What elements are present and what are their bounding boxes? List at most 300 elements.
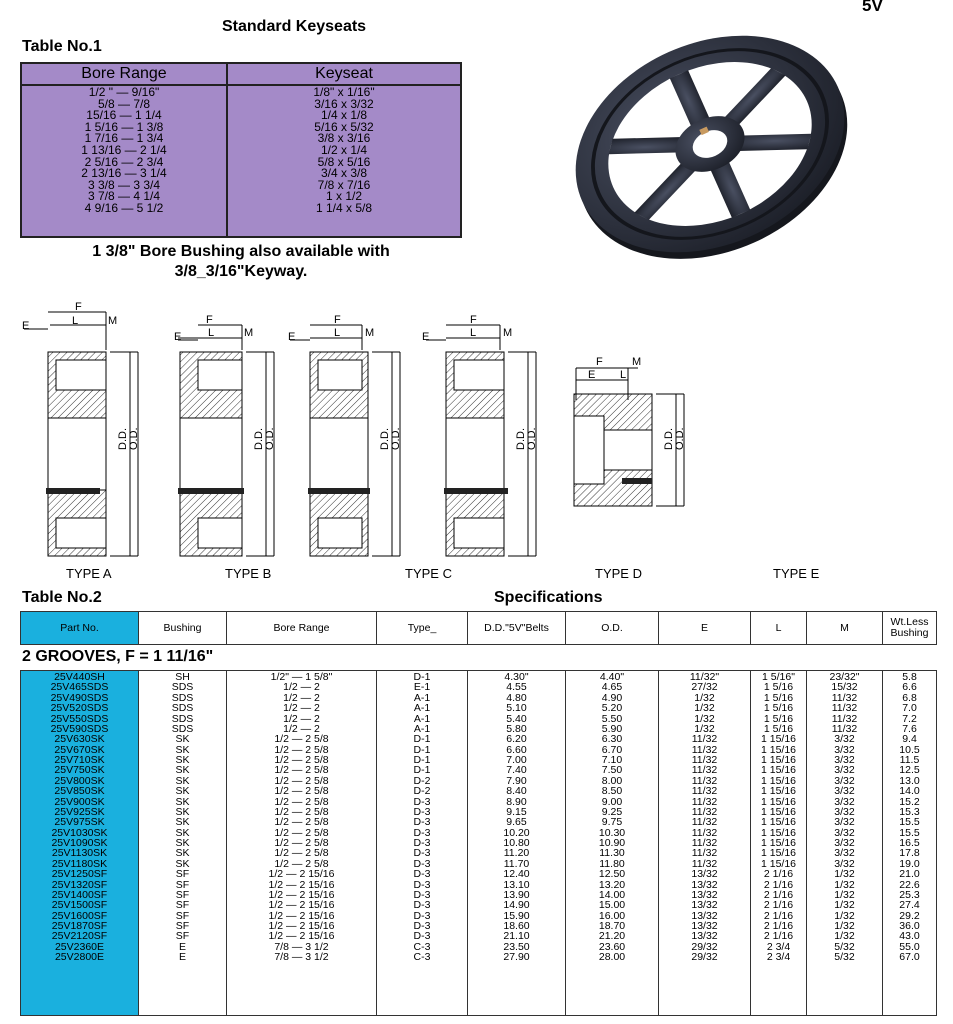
table-cell: 4.65 xyxy=(601,681,623,694)
table-cell: 1/2 — 2 5/8 xyxy=(274,795,329,808)
table-cell: SK xyxy=(175,857,190,870)
table-cell: SF xyxy=(175,868,190,881)
table-cell: 11/32 xyxy=(691,816,718,829)
e-column xyxy=(659,671,751,1015)
table-cell: 3/32 xyxy=(834,837,855,849)
table-cell: SDS xyxy=(171,712,194,725)
header-type: Type_ xyxy=(377,612,468,644)
type-e-drawing xyxy=(574,356,686,506)
part-no-column xyxy=(21,671,139,1015)
table-cell: SK xyxy=(175,795,190,808)
table-cell: 1/2 — 2 15/16 xyxy=(268,868,335,881)
table-cell: 11.20 xyxy=(503,847,530,860)
dim-f-label: F xyxy=(334,314,341,326)
table-cell: 1/32 xyxy=(834,930,855,943)
type-a-drawing xyxy=(22,301,140,556)
table-cell: 1/2 — 2 5/8 xyxy=(274,816,329,829)
table-cell: SK xyxy=(175,837,190,849)
table-cell: 8.40 xyxy=(506,785,527,798)
table-cell: 13/32 xyxy=(691,888,718,901)
table-cell: 13/32 xyxy=(691,899,718,912)
table-cell: 8.00 xyxy=(601,774,623,787)
table-cell: SK xyxy=(175,774,190,787)
table-cell: 9.75 xyxy=(601,816,623,829)
table-cell: 25V2360E xyxy=(54,940,105,953)
table-cell: 11/32 xyxy=(691,785,718,798)
table-cell: D-3 xyxy=(413,868,431,881)
table-cell: 4.90 xyxy=(601,691,623,704)
bushing-note-line1: 1 3/8" Bore Bushing also available with xyxy=(92,243,390,260)
table-cell: 13/32 xyxy=(691,920,718,932)
table-cell: 1/2 — 2 5/8 xyxy=(274,743,329,756)
table-cell: 1 15/16 xyxy=(760,785,797,798)
table-cell: 29.2 xyxy=(899,909,920,922)
table-cell: 3/4 x 3/8 xyxy=(320,166,368,181)
table-cell: 1 15/16 xyxy=(760,857,797,870)
table-cell: 9.00 xyxy=(601,795,623,808)
table-cell: 6.60 xyxy=(506,743,527,756)
table-cell: 2 1/16 xyxy=(763,878,794,891)
table-cell: 1/2 — 2 5/8 xyxy=(274,805,329,818)
table-cell: D-2 xyxy=(413,785,431,798)
table-cell: 1/2 — 2 15/16 xyxy=(268,878,335,891)
table-cell: 1 5/16 xyxy=(763,691,794,704)
dim-l-label: L xyxy=(208,327,215,339)
table-cell: 21.0 xyxy=(899,868,920,881)
table-cell: 2 1/16 xyxy=(763,899,794,912)
table-cell: 1/32 xyxy=(694,722,715,735)
dim-od-label: O.D. xyxy=(128,427,140,450)
table-cell: 2 3/4 xyxy=(766,951,791,964)
m-column xyxy=(807,671,883,1015)
table-cell: 3 3/8 — 3 3/4 xyxy=(87,177,161,192)
table-cell: 11/32 xyxy=(691,743,718,756)
table-cell: 21.10 xyxy=(503,930,530,943)
table-cell: 7.2 xyxy=(902,712,917,725)
table-cell: 7.6 xyxy=(902,722,917,735)
table-cell: 9.65 xyxy=(506,816,527,829)
table-cell: 15.5 xyxy=(899,826,920,839)
table-cell: 1/4 x 1/8 xyxy=(320,108,368,123)
table-cell: 15.00 xyxy=(598,899,626,912)
table-cell: 11/32 xyxy=(691,764,718,777)
table-cell: 12.5 xyxy=(899,764,920,777)
table-cell: 3 7/8 — 4 1/4 xyxy=(87,189,161,204)
table-cell: SH xyxy=(175,671,190,683)
table-cell: 11.70 xyxy=(503,857,530,870)
dim-l-label: L xyxy=(620,369,627,381)
table-cell: 11/32 xyxy=(691,754,718,766)
table-cell: 11/32 xyxy=(831,702,858,715)
type-b-label: TYPE B xyxy=(225,566,272,581)
table-cell: 5/32 xyxy=(834,940,855,953)
table-cell: 7/8 x 7/16 xyxy=(317,177,371,192)
header-bore-range: Bore Range xyxy=(227,612,377,644)
table-cell: 1/2 — 2 xyxy=(283,722,320,735)
table-cell: 3/32 xyxy=(834,764,855,777)
header-m: M xyxy=(807,612,883,644)
table-cell: 1 15/16 xyxy=(760,764,797,777)
table-cell: 5.50 xyxy=(601,712,623,725)
dim-e-label: E xyxy=(174,331,182,343)
table-cell: 25V1600SF xyxy=(51,909,108,922)
table-cell: A-1 xyxy=(413,691,431,704)
table-cell: 5.20 xyxy=(601,702,623,715)
table-cell: 9.25 xyxy=(601,805,623,818)
table-cell: 1/2 — 2 5/8 xyxy=(274,847,329,860)
dim-e-label: E xyxy=(422,331,430,343)
table-cell: SK xyxy=(175,764,190,777)
table-cell: 16.5 xyxy=(899,837,920,849)
table-cell: 4.30" xyxy=(504,671,529,683)
table-cell: 3/32 xyxy=(834,826,855,839)
table-cell: D-3 xyxy=(413,816,431,829)
table-cell: 5.40 xyxy=(506,712,527,725)
table-cell: 8.90 xyxy=(506,795,527,808)
dim-od-label: O.D. xyxy=(264,427,276,450)
table-cell: 25V710SK xyxy=(54,754,105,766)
table-cell: 11.80 xyxy=(599,857,625,870)
table-cell: 15.3 xyxy=(899,805,920,818)
table-cell: D-3 xyxy=(413,847,431,860)
table-cell: 1/2 — 2 5/8 xyxy=(274,857,329,870)
table-cell: 1/2 — 2 xyxy=(283,702,320,715)
table-cell: 28.00 xyxy=(598,951,626,964)
specifications-title: Specifications xyxy=(494,589,603,606)
table-cell: 25V2120SF xyxy=(51,930,108,943)
table-cell: 9.15 xyxy=(506,805,527,818)
table-cell: 25V900SK xyxy=(54,795,105,808)
dim-m-label: M xyxy=(244,327,254,339)
table-cell: SK xyxy=(175,816,190,829)
table-cell: 3/32 xyxy=(834,847,855,860)
table-cell: C-3 xyxy=(413,951,431,964)
table-cell: 43.0 xyxy=(899,930,920,943)
table-cell: SK xyxy=(175,805,190,818)
table-cell: 1/2 — 2 5/8 xyxy=(274,733,329,746)
bore-range-header: Bore Range xyxy=(22,64,228,86)
table-cell: 1 15/16 xyxy=(760,816,797,829)
header-dd: D.D."5V"Belts xyxy=(468,612,566,644)
table-cell: 11/32 xyxy=(831,722,858,735)
dim-dd-label: D.D. xyxy=(663,428,675,450)
dim-dd-label: D.D. xyxy=(117,428,129,450)
table-cell: D-1 xyxy=(413,764,431,777)
table-cell: 3/32 xyxy=(834,774,855,787)
table-cell: 1 15/16 xyxy=(760,733,797,746)
table-cell: D-3 xyxy=(413,909,431,922)
table-cell: 5.80 xyxy=(506,722,527,735)
type-c-label: TYPE C xyxy=(405,566,452,581)
table-cell: 13/32 xyxy=(691,909,718,922)
table-cell: 3/32 xyxy=(834,733,855,746)
bushing-note-line2: 3/8_3/16"Keyway. xyxy=(174,263,308,280)
table-cell: 3/8 x 3/16 xyxy=(317,131,371,146)
table-cell: 5/16 x 5/32 xyxy=(314,119,374,134)
dd-column xyxy=(468,671,566,1015)
table-cell: 25V490SDS xyxy=(50,691,109,704)
table-cell: D-3 xyxy=(413,837,431,849)
table-cell: 7.00 xyxy=(506,754,527,766)
table-cell: SK xyxy=(175,743,190,756)
table-cell: SK xyxy=(175,826,190,839)
pulley-image xyxy=(560,16,860,276)
table-cell: 1/2" — 1 5/8" xyxy=(270,671,333,683)
table-cell: SDS xyxy=(171,681,194,694)
table-cell: 2 3/4 xyxy=(766,940,791,953)
dim-l-label: L xyxy=(334,327,341,339)
table-cell: 4.40" xyxy=(599,671,625,683)
dim-dd-label: D.D. xyxy=(253,428,265,450)
dim-f-label: F xyxy=(470,314,477,326)
table-cell: 15.5 xyxy=(899,816,920,829)
dim-f-label: F xyxy=(75,301,82,313)
dim-l-label: L xyxy=(72,315,79,327)
table-cell: 25V590SDS xyxy=(50,722,109,735)
table-cell: 25V1030SK xyxy=(51,826,108,839)
table-cell: 1/2 — 2 5/8 xyxy=(274,764,329,777)
table-cell: 25V850SK xyxy=(54,785,105,798)
dim-od-label: O.D. xyxy=(390,427,402,450)
table-cell: 1/2 — 2 5/8 xyxy=(274,754,329,766)
dim-e-label: E xyxy=(588,369,596,381)
table-cell: 7.50 xyxy=(601,764,623,777)
dim-l-label: L xyxy=(470,327,477,339)
table-cell: D-3 xyxy=(413,795,431,808)
table-cell: 55.0 xyxy=(899,940,920,953)
table-cell: 7/8 — 3 1/2 xyxy=(274,940,329,953)
table-cell: 1/2 " — 9/16" xyxy=(88,85,160,99)
table-cell: 1/32 xyxy=(694,691,715,704)
table-cell: 15.90 xyxy=(503,909,530,922)
table-cell: 1/32 xyxy=(834,909,855,922)
table-cell: 67.0 xyxy=(899,951,920,964)
table-cell: 11/32 xyxy=(691,774,718,787)
dim-m-label: M xyxy=(503,327,513,339)
dim-dd-label: D.D. xyxy=(379,428,391,450)
table-cell: 13.0 xyxy=(899,774,920,787)
table-cell: 4.80 xyxy=(506,691,527,704)
table-cell: 25V925SK xyxy=(54,805,105,818)
table-cell: 1 15/16 xyxy=(760,743,797,756)
table-cell: 6.8 xyxy=(902,691,917,704)
table-cell: 6.6 xyxy=(902,681,917,694)
table-cell: 13.90 xyxy=(503,888,530,901)
table-cell: 2 1/16 xyxy=(763,888,794,901)
table-cell: 2 1/16 xyxy=(763,868,794,881)
corner-label: 5V xyxy=(862,0,883,15)
table-cell: 3/32 xyxy=(834,795,855,808)
table-cell: D-1 xyxy=(413,743,431,756)
table-cell: 29/32 xyxy=(691,940,718,953)
table-cell: 13/32 xyxy=(691,930,718,943)
table-cell: 5/8 — 7/8 xyxy=(97,96,151,111)
table-cell: 2 1/16 xyxy=(763,920,794,932)
table-cell: 25V1500SF xyxy=(51,899,108,912)
keyseat-column xyxy=(228,86,460,236)
table-cell: SF xyxy=(175,909,190,922)
table-cell: 1 7/16 — 1 3/4 xyxy=(84,131,164,146)
table-cell: 10.20 xyxy=(503,826,530,839)
dim-m-label: M xyxy=(365,327,375,339)
table-cell: 1/2 — 2 5/8 xyxy=(274,826,329,839)
table-cell: 1/2 x 1/4 xyxy=(320,142,368,157)
table-cell: 14.0 xyxy=(899,785,920,798)
table-cell: 1 15/16 xyxy=(760,847,797,860)
table-cell: 3/32 xyxy=(834,743,855,756)
table-cell: 1/2 — 2 5/8 xyxy=(274,785,329,798)
spec-table-header xyxy=(20,611,937,645)
table-cell: 25V975SK xyxy=(54,816,105,829)
table-cell: 25.3 xyxy=(899,888,920,901)
table-cell: 13/32 xyxy=(691,878,718,891)
table-cell: 9.4 xyxy=(902,733,917,746)
table-cell: 1 15/16 xyxy=(760,774,797,787)
table-cell: 16.00 xyxy=(598,909,626,922)
table-cell: 22.6 xyxy=(899,878,920,891)
table-cell: 1/2 — 2 xyxy=(283,681,320,694)
table-cell: 1/2 — 2 xyxy=(283,712,320,725)
table-cell: 11/32" xyxy=(689,671,720,683)
table-cell: 2 5/16 — 2 3/4 xyxy=(84,154,164,169)
table-cell: 18.70 xyxy=(598,920,626,932)
table1-label: Table No.1 xyxy=(22,38,102,55)
table-cell: 11/32 xyxy=(691,795,718,808)
table-cell: 29/32 xyxy=(691,951,718,964)
table-cell: 25V520SDS xyxy=(50,702,109,715)
table-cell: 19.0 xyxy=(899,857,920,870)
table-cell: 2 1/16 xyxy=(763,930,794,943)
table-cell: SK xyxy=(175,754,190,766)
table-cell: 15.2 xyxy=(899,795,920,808)
table-cell: 11.30 xyxy=(599,847,625,860)
table-cell: SF xyxy=(175,888,190,901)
table-cell: 1/2 — 2 15/16 xyxy=(268,920,335,932)
dim-od-label: O.D. xyxy=(674,427,686,450)
table-cell: D-3 xyxy=(413,920,431,932)
bore-range-column xyxy=(227,671,377,1015)
table-cell: 1/2 — 2 15/16 xyxy=(268,909,335,922)
table-cell: 15/16 — 1 1/4 xyxy=(86,108,162,123)
header-l: L xyxy=(751,612,807,644)
table-cell: 14.00 xyxy=(598,888,626,901)
table-cell: 1 5/16 — 1 3/8 xyxy=(84,119,164,134)
table-cell: 11/32 xyxy=(691,733,718,746)
table-cell: E-1 xyxy=(413,681,431,694)
type-e-label: TYPE E xyxy=(773,566,820,581)
table-cell: 25V800SK xyxy=(54,774,105,787)
table-cell: 25V1130SK xyxy=(51,847,108,860)
table-cell: 1 5/16 xyxy=(763,702,794,715)
table-cell: 3/32 xyxy=(834,785,855,798)
table-cell: A-1 xyxy=(413,702,431,715)
table-cell: 25V1090SK xyxy=(51,837,108,849)
table-cell: 25V1180SK xyxy=(51,857,108,870)
type-d-label: TYPE D xyxy=(595,566,642,581)
table-cell: 12.50 xyxy=(598,868,626,881)
weight-column xyxy=(883,671,936,1015)
table-cell: 1 5/16 xyxy=(763,722,794,735)
table-cell: 11/32 xyxy=(691,857,718,870)
dim-f-label: F xyxy=(206,314,213,326)
table-cell: 1/8" x 1/16" xyxy=(313,85,375,99)
table-cell: D-3 xyxy=(413,930,431,943)
table-cell: 25V550SDS xyxy=(50,712,109,725)
table2-label: Table No.2 xyxy=(22,589,102,606)
table-cell: 3/32 xyxy=(834,754,855,766)
table-cell: 2 1/16 xyxy=(763,909,794,922)
table-cell: D-3 xyxy=(413,878,431,891)
table-cell: 1/2 — 2 5/8 xyxy=(274,837,329,849)
table-cell: 7.90 xyxy=(506,774,527,787)
table-cell: 1/2 — 2 15/16 xyxy=(268,930,335,943)
l-column xyxy=(751,671,807,1015)
table-cell: 15/32 xyxy=(831,681,858,694)
table-cell: 3/16 x 3/32 xyxy=(314,96,374,111)
table-cell: D-2 xyxy=(413,774,431,787)
table-cell: SF xyxy=(175,920,190,932)
table-cell: SDS xyxy=(171,691,194,704)
table-cell: SK xyxy=(175,785,190,798)
table-cell: 1 5/16" xyxy=(762,671,795,683)
table-cell: 11/32 xyxy=(691,805,718,818)
table-cell: SK xyxy=(175,847,190,860)
table-cell: 1 15/16 xyxy=(760,826,797,839)
table-cell: 27/32 xyxy=(691,681,718,694)
table-cell: 7.0 xyxy=(902,702,917,715)
dim-dd-label: D.D. xyxy=(515,428,527,450)
table-cell: SK xyxy=(175,733,190,746)
dim-e-label: E xyxy=(22,320,30,332)
table-cell: E xyxy=(178,951,186,964)
table-cell: D-1 xyxy=(413,754,431,766)
table-cell: D-3 xyxy=(413,826,431,839)
pulley-section-drawings xyxy=(20,300,720,560)
table-cell: 23/32" xyxy=(829,671,860,683)
table-cell: 1/32 xyxy=(694,702,715,715)
table-cell: 1 13/16 — 2 1/4 xyxy=(81,142,167,157)
bushing-note xyxy=(20,242,462,282)
table-cell: 25V2800E xyxy=(54,951,105,964)
table-cell: 5.10 xyxy=(506,702,527,715)
table-cell: SF xyxy=(175,878,190,891)
table-cell: SF xyxy=(175,899,190,912)
table-cell: 25V1320SF xyxy=(51,878,108,891)
table-cell: 3/32 xyxy=(834,805,855,818)
header-part-no: Part No. xyxy=(21,612,139,644)
table-cell: 27.90 xyxy=(503,951,530,964)
table-cell: 6.30 xyxy=(601,733,623,746)
table-cell: 11/32 xyxy=(831,691,858,704)
table-cell: 3/32 xyxy=(834,816,855,829)
table-cell: 23.60 xyxy=(598,940,626,953)
table-cell: 7.40 xyxy=(506,764,527,777)
keyseat-title: Standard Keyseats xyxy=(222,18,367,35)
table-cell: 6.20 xyxy=(506,733,527,746)
dim-m-label: M xyxy=(632,356,642,368)
table-cell: D-3 xyxy=(413,857,431,870)
table-cell: 1/32 xyxy=(834,899,855,912)
table-cell: 1/2 — 2 xyxy=(283,691,320,704)
table-cell: 1 1/4 x 5/8 xyxy=(315,200,373,215)
type-d-drawing xyxy=(422,314,538,556)
keyseat-table xyxy=(20,62,462,238)
table-cell: 25V1400SF xyxy=(51,888,108,901)
dim-od-label: O.D. xyxy=(526,427,538,450)
dim-f-label: F xyxy=(596,356,603,368)
table-cell: 18.60 xyxy=(503,920,530,932)
table-cell: C-3 xyxy=(413,940,431,953)
